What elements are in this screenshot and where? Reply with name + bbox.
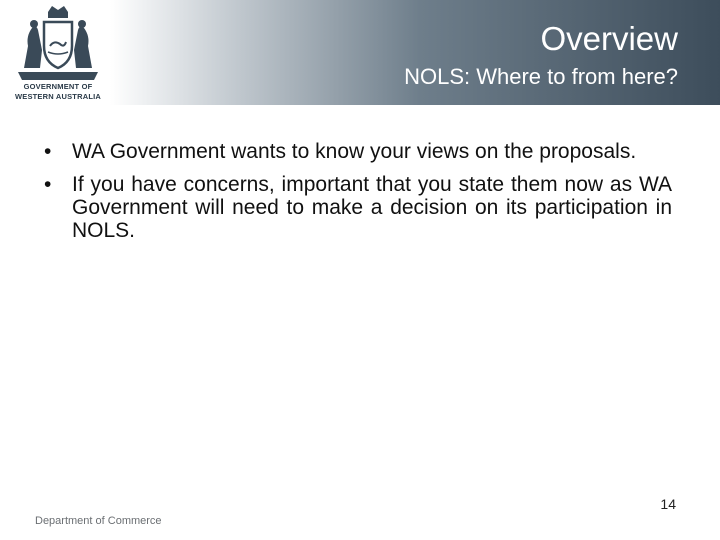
bullet-item (44, 173, 672, 242)
bullet-list (44, 140, 672, 252)
bullet-item (44, 140, 672, 163)
page-number: 14 (660, 496, 676, 512)
slide-title: Overview (540, 20, 678, 57)
logo-text-line2: WESTERN AUSTRALIA (14, 92, 102, 101)
bullet-text: WA Government wants to know your views on the proposals. (72, 140, 637, 163)
slide-header (0, 0, 720, 105)
bullet-text: If you have concerns, important that you state them now as WA Government will need to make a decision on its participation in NOLS. (72, 173, 672, 242)
bullet-dot-icon: • (44, 140, 52, 163)
slide-subtitle: NOLS: Where to from here? (404, 64, 678, 89)
logo-text-line1: GOVERNMENT OF (23, 82, 93, 91)
bullet-dot-icon: • (44, 173, 52, 196)
department-footer: Department of Commerce (35, 515, 162, 527)
